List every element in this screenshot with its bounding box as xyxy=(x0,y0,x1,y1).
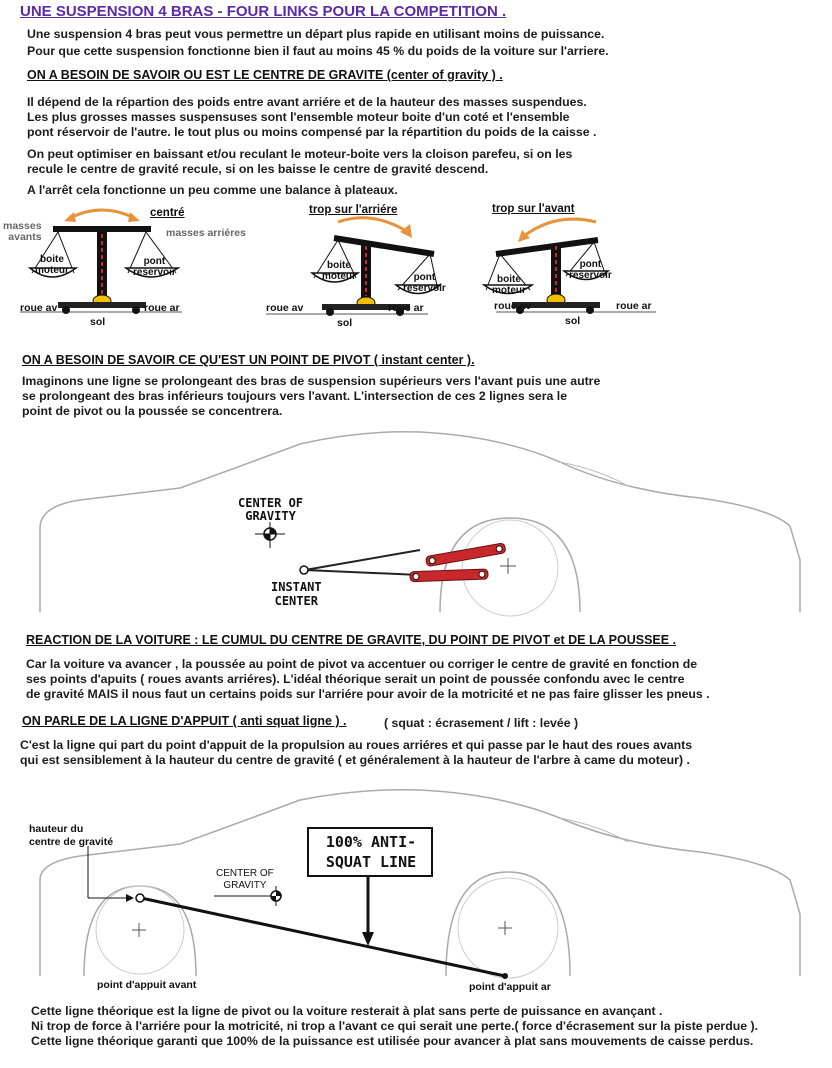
point-appuit-ar-label: point d'appuit ar xyxy=(469,981,551,993)
intro-line-1: Une suspension 4 bras peut vous permettre un départ plus rapide en utilisant moins de puissance. xyxy=(27,27,605,41)
balance-centre-label: centré xyxy=(150,207,185,219)
section-cog-para2-line1: On peut optimiser en baissant et/ou reculant le moteur-boite vers la cloison parefeu, si on les xyxy=(27,147,573,161)
balance-arriere-left-pan: boite moteur xyxy=(322,260,356,282)
section-reaction-line3: de gravité MAIS il nous faut un certains poids sur l'arriére pour avoir de la motricité et ne pas faire glisser les pneus . xyxy=(26,687,710,701)
page-title: UNE SUSPENSION 4 BRAS - FOUR LINKS POUR LA COMPETITION . xyxy=(20,3,507,20)
section-antisquat-aside: ( squat : écrasement / lift : levée ) xyxy=(384,716,579,730)
anti-squat-box-label: 100% ANTI- SQUAT LINE xyxy=(325,833,417,871)
balance-avant-label: trop sur l'avant xyxy=(492,203,575,215)
balance-centre-roue-av: roue av xyxy=(20,302,58,314)
balance-avant-sol: sol xyxy=(565,315,581,327)
balance-arriere-label: trop sur l'arriére xyxy=(309,204,398,216)
footer-line3: Cette ligne théorique garanti que 100% de la puissance est utilisée pour avancer à plat sans mouvements de caisse perdus. xyxy=(31,1034,754,1048)
section-antisquat-heading: ON PARLE DE LA LIGNE D'APPUIT ( anti squat ligne ) . xyxy=(22,714,347,728)
section-cog-para3: A l'arrêt cela fonctionne un peu comme une balance à plateaux. xyxy=(27,183,398,197)
balance-arriere-sol: sol xyxy=(337,317,353,329)
section-pivot-line1: Imaginons une ligne se prolongeant des bras de suspension supérieurs vers l'avant puis une autre xyxy=(22,374,601,388)
point-appuit-avant-label: point d'appuit avant xyxy=(97,979,197,991)
diagram2-cog-label: CENTER OF GRAVITY xyxy=(216,868,274,891)
section-pivot-line2: se prolongeant des bras inférieurs toujours vers l'avant. L'intersection de ces 2 lignes sera le xyxy=(22,389,568,403)
diagram1-ic-label: INSTANT CENTER xyxy=(271,580,322,608)
section-cog-heading: ON A BESOIN DE SAVOIR OU EST LE CENTRE DE GRAVITE (center of gravity ) . xyxy=(27,68,503,82)
section-reaction-line1: Car la voiture va avancer , la poussée au point de pivot va accentuer ou corriger le centre de gravité en fonction de xyxy=(26,657,698,671)
balance-arriere-roue-ar: roue ar xyxy=(388,302,424,314)
section-cog-para1-line1: Il dépend de la répartion des poids entre avant arriére et de la hauteur des masses suspendues. xyxy=(27,95,587,109)
balance-centre-roue-ar: roue ar xyxy=(144,302,180,314)
masses-avants-label: masses avants xyxy=(3,220,42,243)
balance-avant-roue-ar: roue ar xyxy=(616,300,652,312)
section-antisquat-line1: C'est la ligne qui part du point d'appuit de la propulsion au roues arriéres et qui passe par le haut des roues avants xyxy=(20,738,693,752)
section-cog-para1-line3: pont réservoir de l'autre. le tout plus ou moins compensé par la répartition du poids de la caisse . xyxy=(27,125,597,139)
balance-arriere-roue-av: roue av xyxy=(266,302,304,314)
footer-line2: Ni trop de force à l'arriére pour la motricité, ni trop a l'avant ce qui serait une perte.( force d'écrasement sur la piste perdue ). xyxy=(31,1019,758,1033)
balance-centre-left-pan: boite moteur xyxy=(35,254,69,276)
section-pivot-heading: ON A BESOIN DE SAVOIR CE QU'EST UN POINT DE PIVOT ( instant center ). xyxy=(22,353,475,367)
footer-line1: Cette ligne théorique est la ligne de pivot ou la voiture resterait à plat sans perte de puissance en avançant . xyxy=(31,1004,663,1018)
section-reaction-heading: REACTION DE LA VOITURE : LE CUMUL DU CENTRE DE GRAVITE, DU POINT DE PIVOT et DE LA POUSSEE . xyxy=(26,633,677,647)
balance-avant-roue-av: roue av xyxy=(494,300,532,312)
balance-arriere-right-pan: pont reservoir xyxy=(403,272,446,294)
intro-line-2: Pour que cette suspension fonctionne bien il faut au moins 45 % du poids de la voiture sur l'arriere. xyxy=(27,44,609,58)
balance-centre-sol: sol xyxy=(90,316,106,328)
balance-avant-left-pan: boite moteur xyxy=(492,274,526,296)
section-reaction-line2: ses points d'apuits ( roues avants arriéres). L'idéal théorique serait un point de poussée confondu avec le centre xyxy=(26,672,685,686)
balance-avant-right-pan: pont reservoir xyxy=(569,259,612,281)
section-pivot-line3: point de pivot ou la poussée se concentrera. xyxy=(22,404,283,418)
diagram1-cog-label: CENTER OF GRAVITY xyxy=(238,496,304,523)
section-antisquat-line2: qui est sensiblement à la hauteur du centre de gravité ( et généralement à la hauteur de l'arbre à came du moteur) . xyxy=(20,753,690,767)
section-cog-para2-line2: recule le centre de gravité recule, si on les baisse le centre de gravité descend. xyxy=(27,162,489,176)
hauteur-cog-label: hauteur du centre de gravité xyxy=(29,823,114,848)
masses-arrieres-label: masses arriéres xyxy=(166,227,246,239)
balance-centre-right-pan: pont reservoir xyxy=(133,256,176,278)
section-cog-para1-line2: Les plus grosses masses suspensuses sont l'ensemble moteur boite d'un coté et l'ensemble xyxy=(27,110,570,124)
